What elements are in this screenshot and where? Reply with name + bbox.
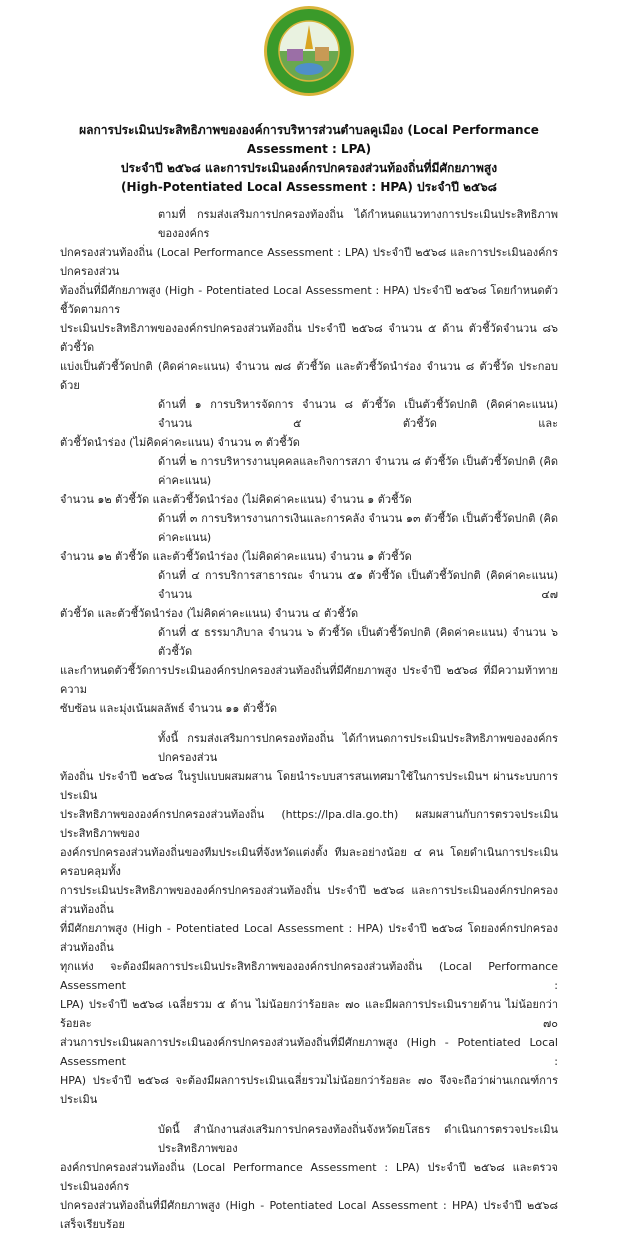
organization-logo — [263, 5, 355, 97]
text-line: LPA) ประจำปี ๒๕๖๘ เฉลี่ยรวม ๕ ด้าน ไม่น้อยกว่าร้อยละ ๗๐ และมีผลการประเมินรายด้าน ไม่น้อยกว่าร้อยละ ๗๐ — [60, 998, 558, 1030]
text-line: การประเมินประสิทธิภาพขององค์กรปกครองส่วนท้องถิ่น ประจำปี ๒๕๖๘ และการประเมินองค์กรปกครองส่วนท้องถิ่น — [60, 884, 558, 916]
paragraph-completion — [60, 1120, 558, 1234]
text-line: ด้านที่ ๒ การบริหารงานบุคคลและกิจการสภา จำนวน ๘ ตัวชี้วัด เป็นตัวชี้วัดปกติ (คิดค่าคะแนน) — [158, 455, 558, 487]
text-line: จำนวน ๑๒ ตัวชี้วัด และตัวชี้วัดนำร่อง (ไม่คิดค่าคะแนน) จำนวน ๑ ตัวชี้วัด — [60, 493, 412, 506]
text-line: ตามที่ กรมส่งเสริมการปกครองท้องถิ่น ได้กำหนดแนวทางการประเมินประสิทธิภาพขององค์กร — [158, 208, 558, 240]
text-line: HPA) ประจำปี ๒๕๖๘ จะต้องมีผลการประเมินเฉลี่ยรวมไม่น้อยกว่าร้อยละ ๗๐ จึงจะถือว่าผ่านเกณฑ์การประเมิน — [60, 1074, 558, 1106]
text-line: ทุกแห่ง จะต้องมีผลการประเมินประสิทธิภาพขององค์กรปกครองส่วนท้องถิ่น (Local Performance Assessment : — [60, 960, 558, 992]
text-line: ท้องถิ่น ประจำปี ๒๕๖๘ ในรูปแบบผสมผสาน โดยนำระบบสารสนเทศมาใช้ในการประเมินฯ ผ่านระบบการประเมิน — [60, 770, 558, 802]
text-line: ปกครองส่วนท้องถิ่นที่มีศักยภาพสูง (High - Potentiated Local Assessment : HPA) ประจำปี ๒๕๖๘ เสร็จเรียบร้อย — [60, 1199, 558, 1231]
paragraph-assessment-method — [60, 729, 558, 1109]
text-line: ปกครองส่วนท้องถิ่น (Local Performance Assessment : LPA) ประจำปี ๒๕๖๘ และการประเมินองค์กรปกครองส่วน — [60, 246, 558, 278]
title-line: ผลการประเมินประสิทธิภาพขององค์การบริหารส่วนตำบลคูเมือง (Local Performance Assessment : LPA) — [79, 123, 539, 156]
text-line: ตัวชี้วัดนำร่อง (ไม่คิดค่าคะแนน) จำนวน ๓ ตัวชี้วัด — [60, 436, 300, 449]
text-line: และกำหนดตัวชี้วัดการประเมินองค์กรปกครองส่วนท้องถิ่นที่มีศักยภาพสูง ประจำปี ๒๕๖๘ ที่มีความท้าทาย ความ — [60, 664, 558, 696]
text-line: บัดนี้ สำนักงานส่งเสริมการปกครองท้องถิ่นจังหวัดยโสธร ดำเนินการตรวจประเมินประสิทธิภาพของ — [158, 1123, 558, 1155]
text-line: ประสิทธิภาพขององค์กรปกครองส่วนท้องถิ่น (https://lpa.dla.go.th) ผสมผสานกับการตรวจประเมินประสิทธิภาพของ — [60, 808, 558, 840]
paragraph-criteria — [60, 205, 558, 718]
document-title — [39, 121, 579, 197]
text-line: องค์กรปกครองส่วนท้องถิ่นของทีมประเมินที่จังหวัดแต่งตั้ง ทีมละอย่างน้อย ๔ คน โดยดำเนินการประเมินครอบคลุมทั้ง — [60, 846, 558, 878]
text-line: ส่วนการประเมินผลการประเมินองค์กรปกครองส่วนท้องถิ่นที่มีศักยภาพสูง (High - Potentiated Local Assessment : — [60, 1036, 558, 1068]
text-line: ซับซ้อน และมุ่งเน้นผลลัพธ์ จำนวน ๑๑ ตัวชี้วัด — [60, 702, 277, 715]
text-line: ด้านที่ ๔ การบริการสาธารณะ จำนวน ๕๑ ตัวชี้วัด เป็นตัวชี้วัดปกติ (คิดค่าคะแนน) จำนวน ๔๗ — [158, 569, 558, 601]
document-body — [60, 205, 558, 1234]
text-line: ด้านที่ ๓ การบริหารงานการเงินและการคลัง จำนวน ๑๓ ตัวชี้วัด เป็นตัวชี้วัดปกติ (คิดค่าคะแนน) — [158, 512, 558, 544]
title-line: ประจำปี ๒๕๖๘ และการประเมินองค์กรปกครองส่วนท้องถิ่นที่มีศักยภาพสูง — [120, 161, 498, 175]
text-line: จำนวน ๑๒ ตัวชี้วัด และตัวชี้วัดนำร่อง (ไม่คิดค่าคะแนน) จำนวน ๑ ตัวชี้วัด — [60, 550, 412, 563]
text-line: ประเมินประสิทธิภาพขององค์กรปกครองส่วนท้องถิ่น ประจำปี ๒๕๖๘ จำนวน ๕ ด้าน ตัวชี้วัดจำนวน ๘๖ ตัวชี้วัด — [60, 322, 558, 354]
text-line: ด้านที่ ๕ ธรรมาภิบาล จำนวน ๖ ตัวชี้วัด เป็นตัวชี้วัดปกติ (คิดค่าคะแนน) จำนวน ๖ ตัวชี้วัด — [158, 626, 558, 658]
title-line: (High-Potentiated Local Assessment : HPA) ประจำปี ๒๕๖๘ — [121, 180, 497, 194]
text-line: ทั้งนี้ กรมส่งเสริมการปกครองท้องถิ่น ได้กำหนดการประเมินประสิทธิภาพขององค์กรปกครองส่วน — [158, 732, 558, 764]
text-line: ที่มีศักยภาพสูง (High - Potentiated Local Assessment : HPA) ประจำปี ๒๕๖๘ โดยองค์กรปกครองส่วนท้องถิ่น — [60, 922, 558, 954]
text-line: ท้องถิ่นที่มีศักยภาพสูง (High - Potentiated Local Assessment : HPA) ประจำปี ๒๕๖๘ โดยกำหนดตัวชี้วัดตามการ — [60, 284, 558, 316]
text-line: ด้านที่ ๑ การบริหารจัดการ จำนวน ๘ ตัวชี้วัด เป็นตัวชี้วัดปกติ (คิดค่าคะแนน) จำนวน ๕ ตัวชี้วัด และ — [158, 398, 558, 430]
text-line: องค์กรปกครองส่วนท้องถิ่น (Local Performance Assessment : LPA) ประจำปี ๒๕๖๘ และตรวจประเมินองค์กร — [60, 1161, 558, 1193]
text-line: ตัวชี้วัด และตัวชี้วัดนำร่อง (ไม่คิดค่าคะแนน) จำนวน ๔ ตัวชี้วัด — [60, 607, 359, 620]
text-line: แบ่งเป็นตัวชี้วัดปกติ (คิดค่าคะแนน) จำนวน ๗๘ ตัวชี้วัด และตัวชี้วัดนำร่อง จำนวน ๘ ตัวชี้วัด ประกอบด้วย — [60, 360, 558, 392]
emblem-seal-icon — [263, 5, 355, 97]
